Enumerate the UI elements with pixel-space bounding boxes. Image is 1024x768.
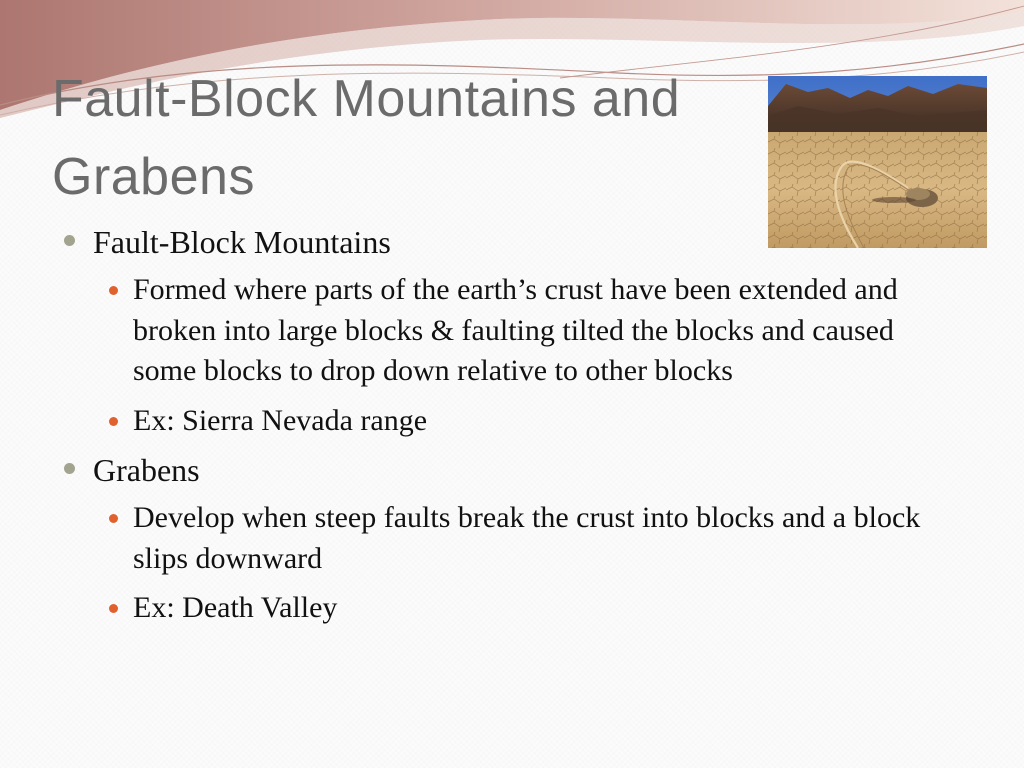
sub-bullet-dot-icon <box>109 286 118 295</box>
sub-bullet-text: Develop when steep faults break the crust into blocks and a block slips downward <box>133 501 921 575</box>
bullet-text: Fault-Block Mountains <box>93 224 391 260</box>
bullet-dot-icon <box>64 463 75 474</box>
sub-bullet-dot-icon <box>109 417 118 426</box>
sub-bullet-list <box>93 270 960 441</box>
bullet-list <box>60 222 960 638</box>
sub-bullet-item <box>93 498 960 579</box>
bullet-fault-block-mountains <box>60 222 960 441</box>
slide-title: Fault-Block Mountains and Grabens <box>52 70 681 206</box>
bullet-grabens <box>60 450 960 629</box>
sub-bullet-text: Ex: Death Valley <box>133 591 338 624</box>
sub-bullet-item <box>93 401 960 442</box>
sub-bullet-dot-icon <box>109 514 118 523</box>
bullet-dot-icon <box>64 235 75 246</box>
sub-bullet-text: Formed where parts of the earth’s crust have been extended and broken into large blocks & faulting tilted the blocks and caused some blocks to drop down relative to other blocks <box>133 273 898 387</box>
bullet-text: Grabens <box>93 452 200 488</box>
sub-bullet-item <box>93 270 960 392</box>
sub-bullet-item <box>93 588 960 629</box>
sub-bullet-list <box>93 498 960 629</box>
sub-bullet-dot-icon <box>109 604 118 613</box>
sub-bullet-text: Ex: Sierra Nevada range <box>133 403 428 437</box>
